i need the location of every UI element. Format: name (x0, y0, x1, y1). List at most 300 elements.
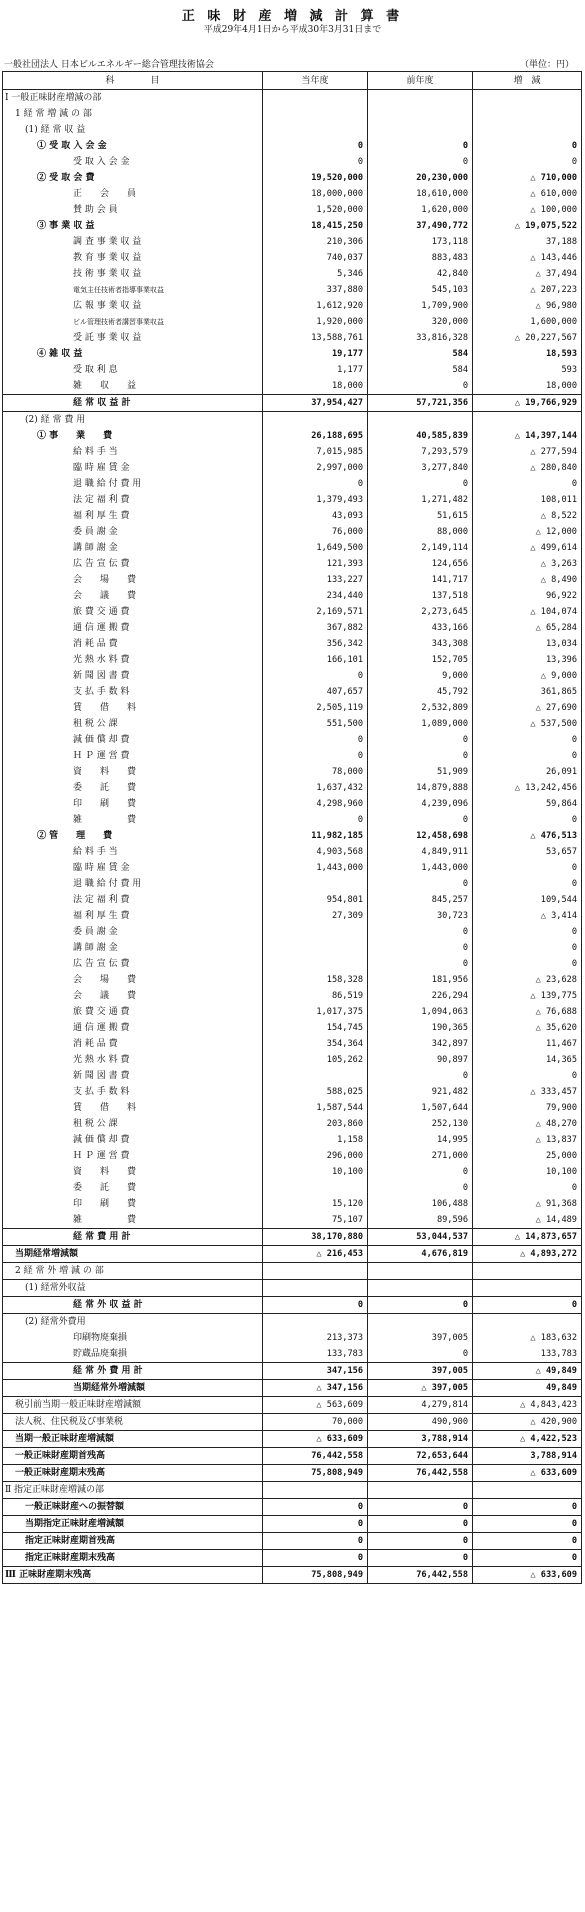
current-year-value (263, 1263, 368, 1280)
table-row (3, 298, 582, 314)
previous-year-value: 0 (368, 1533, 473, 1550)
previous-year-value: 0 (368, 1297, 473, 1314)
row-label: 雑 費 (3, 1212, 263, 1229)
current-year-value: 347,156 (263, 1363, 368, 1380)
previous-year-value (368, 412, 473, 429)
change-value: △ 14,489 (473, 1212, 582, 1229)
change-value: △ 76,688 (473, 1004, 582, 1020)
change-value: 0 (473, 1068, 582, 1084)
current-year-value: 2,997,000 (263, 460, 368, 476)
table-row (3, 154, 582, 170)
row-label: (2) 経 常 費 用 (3, 412, 263, 429)
previous-year-value (368, 1314, 473, 1331)
change-value: 18,000 (473, 378, 582, 395)
row-label: 当期一般正味財産増減額 (3, 1431, 263, 1448)
current-year-value: 588,025 (263, 1084, 368, 1100)
change-value: 1,600,000 (473, 314, 582, 330)
current-year-value: 1,612,920 (263, 298, 368, 314)
current-year-value: 0 (263, 476, 368, 492)
previous-year-value: 0 (368, 876, 473, 892)
table-row (3, 604, 582, 620)
row-label: 賛 助 会 員 (3, 202, 263, 218)
row-label: (1) 経常外収益 (3, 1280, 263, 1297)
table-row (3, 1036, 582, 1052)
statement-body (3, 90, 582, 1584)
table-row (3, 1229, 582, 1246)
table-row (3, 346, 582, 362)
current-year-value: 1,637,432 (263, 780, 368, 796)
change-value: △ 499,614 (473, 540, 582, 556)
table-row (3, 395, 582, 412)
current-year-value: 296,000 (263, 1148, 368, 1164)
table-row (3, 1567, 582, 1584)
change-value: 79,900 (473, 1100, 582, 1116)
current-year-value: 38,170,880 (263, 1229, 368, 1246)
table-row (3, 636, 582, 652)
row-label: 退 職 給 付 費 用 (3, 876, 263, 892)
change-value: △ 139,775 (473, 988, 582, 1004)
table-row (3, 1397, 582, 1414)
row-label: 当期指定正味財産増減額 (3, 1516, 263, 1533)
table-row (3, 796, 582, 812)
table-row (3, 492, 582, 508)
row-label: 一般正味財産期末残高 (3, 1465, 263, 1482)
fiscal-period: 平成29年4月1日から平成30年3月31日まで (203, 25, 382, 35)
current-year-value (263, 1314, 368, 1331)
change-value (473, 90, 582, 107)
table-row (3, 844, 582, 860)
change-value: △ 4,422,523 (473, 1431, 582, 1448)
table-row (3, 1100, 582, 1116)
change-value: 0 (473, 732, 582, 748)
row-label: 光 熱 水 料 費 (3, 652, 263, 668)
change-value: △ 710,000 (473, 170, 582, 186)
current-year-value: 0 (263, 1499, 368, 1516)
change-value: 10,100 (473, 1164, 582, 1180)
previous-year-value: 57,721,356 (368, 395, 473, 412)
row-label: 法人税、住民税及び事業税 (3, 1414, 263, 1431)
current-year-value: 154,745 (263, 1020, 368, 1036)
table-row (3, 90, 582, 107)
change-value: △ 633,609 (473, 1567, 582, 1584)
change-value: 96,922 (473, 588, 582, 604)
change-value: △ 20,227,567 (473, 330, 582, 346)
current-year-value: 0 (263, 748, 368, 764)
change-value: 133,783 (473, 1346, 582, 1363)
previous-year-value: 845,257 (368, 892, 473, 908)
current-year-value: 1,379,493 (263, 492, 368, 508)
header-change: 増 減 (473, 72, 582, 90)
row-label: 調 査 事 業 収 益 (3, 234, 263, 250)
change-value: 0 (473, 924, 582, 940)
change-value: △ 333,457 (473, 1084, 582, 1100)
table-row (3, 748, 582, 764)
previous-year-value: 0 (368, 940, 473, 956)
row-label: 会 議 費 (3, 988, 263, 1004)
current-year-value: 75,107 (263, 1212, 368, 1229)
previous-year-value: 51,615 (368, 508, 473, 524)
previous-year-value: 1,089,000 (368, 716, 473, 732)
row-label: 経 常 外 収 益 計 (3, 1297, 263, 1314)
current-year-value: 0 (263, 812, 368, 828)
change-value: 11,467 (473, 1036, 582, 1052)
current-year-value: 1,920,000 (263, 314, 368, 330)
previous-year-value: 1,709,900 (368, 298, 473, 314)
current-year-value: 1,177 (263, 362, 368, 378)
previous-year-value (368, 1280, 473, 1297)
change-value: △ 49,849 (473, 1363, 582, 1380)
table-row (3, 1196, 582, 1212)
organization-name: 一般社団法人 日本ビルエネルギー総合管理技術協会 (4, 60, 214, 70)
change-value: 0 (473, 812, 582, 828)
table-row (3, 1448, 582, 1465)
row-label: 指定正味財産期首残高 (3, 1533, 263, 1550)
current-year-value: 0 (263, 1297, 368, 1314)
change-value: △ 27,690 (473, 700, 582, 716)
header-account: 科 目 (3, 72, 263, 90)
row-label: 一般正味財産期首残高 (3, 1448, 263, 1465)
previous-year-value: 1,443,000 (368, 860, 473, 876)
table-row (3, 924, 582, 940)
previous-year-value: 0 (368, 1180, 473, 1196)
previous-year-value (368, 106, 473, 122)
previous-year-value: 37,490,772 (368, 218, 473, 234)
row-label: 広 告 宣 伝 費 (3, 556, 263, 572)
row-label: 経 常 外 費 用 計 (3, 1363, 263, 1380)
table-row (3, 1516, 582, 1533)
previous-year-value: 42,840 (368, 266, 473, 282)
previous-year-value: 152,705 (368, 652, 473, 668)
previous-year-value: 252,130 (368, 1116, 473, 1132)
change-value: 593 (473, 362, 582, 378)
current-year-value: 27,309 (263, 908, 368, 924)
previous-year-value: 1,094,063 (368, 1004, 473, 1020)
row-label: 給 料 手 当 (3, 444, 263, 460)
current-year-value: △ 347,156 (263, 1380, 368, 1397)
current-year-value: 26,188,695 (263, 428, 368, 444)
change-value (473, 1314, 582, 1331)
change-value: △ 610,000 (473, 186, 582, 202)
change-value: △ 9,000 (473, 668, 582, 684)
table-row (3, 1052, 582, 1068)
previous-year-value: 2,273,645 (368, 604, 473, 620)
current-year-value (263, 940, 368, 956)
table-row (3, 620, 582, 636)
table-row (3, 556, 582, 572)
previous-year-value: 0 (368, 378, 473, 395)
previous-year-value: 2,149,114 (368, 540, 473, 556)
current-year-value: 1,649,500 (263, 540, 368, 556)
row-label: 経 常 収 益 計 (3, 395, 263, 412)
row-label: Ⅰ 一般正味財産増減の部 (3, 90, 263, 107)
change-value: △ 143,446 (473, 250, 582, 266)
current-year-value: △ 563,609 (263, 1397, 368, 1414)
current-year-value (263, 1068, 368, 1084)
previous-year-value: 4,239,096 (368, 796, 473, 812)
table-row (3, 764, 582, 780)
previous-year-value: 433,166 (368, 620, 473, 636)
table-row (3, 1263, 582, 1280)
row-label: 支 払 手 数 料 (3, 684, 263, 700)
previous-year-value: 124,656 (368, 556, 473, 572)
table-row (3, 1533, 582, 1550)
previous-year-value: 0 (368, 1068, 473, 1084)
table-row (3, 1414, 582, 1431)
current-year-value (263, 90, 368, 107)
row-label: 税引前当期一般正味財産増減額 (3, 1397, 263, 1414)
previous-year-value: 90,897 (368, 1052, 473, 1068)
change-value: 14,365 (473, 1052, 582, 1068)
row-label: 正 会 員 (3, 186, 263, 202)
table-row (3, 908, 582, 924)
row-label: 電気主任技術者指導事業収益 (3, 282, 263, 298)
row-label: 委 託 費 (3, 1180, 263, 1196)
row-label: 租 税 公 課 (3, 716, 263, 732)
header-current-year: 当年度 (263, 72, 368, 90)
row-label: 受 取 利 息 (3, 362, 263, 378)
row-label: ③ 事 業 収 益 (3, 218, 263, 234)
current-year-value: 954,801 (263, 892, 368, 908)
change-value: 0 (473, 748, 582, 764)
table-row (3, 218, 582, 234)
current-year-value: 0 (263, 138, 368, 154)
previous-year-value: 584 (368, 346, 473, 362)
previous-year-value (368, 1482, 473, 1499)
previous-year-value: 4,676,819 (368, 1246, 473, 1263)
row-label: Ⅲ 正味財産期末残高 (3, 1567, 263, 1584)
table-row (3, 1084, 582, 1100)
change-value: 49,849 (473, 1380, 582, 1397)
table-row (3, 1380, 582, 1397)
change-value (473, 106, 582, 122)
current-year-value: 367,882 (263, 620, 368, 636)
previous-year-value: 72,653,644 (368, 1448, 473, 1465)
change-value: 59,864 (473, 796, 582, 812)
table-row (3, 812, 582, 828)
current-year-value: 1,158 (263, 1132, 368, 1148)
previous-year-value: 0 (368, 1550, 473, 1567)
table-row (3, 1346, 582, 1363)
change-value: 53,657 (473, 844, 582, 860)
row-label: 減 価 償 却 費 (3, 1132, 263, 1148)
row-label: 教 育 事 業 収 益 (3, 250, 263, 266)
change-value (473, 1482, 582, 1499)
current-year-value (263, 106, 368, 122)
change-value: △ 100,000 (473, 202, 582, 218)
table-row (3, 428, 582, 444)
change-value: △ 280,840 (473, 460, 582, 476)
current-year-value: 18,415,250 (263, 218, 368, 234)
current-year-value: 5,346 (263, 266, 368, 282)
current-year-value: 234,440 (263, 588, 368, 604)
change-value: △ 19,766,929 (473, 395, 582, 412)
change-value: 0 (473, 154, 582, 170)
table-row (3, 186, 582, 202)
current-year-value: 158,328 (263, 972, 368, 988)
current-year-value: △ 633,609 (263, 1431, 368, 1448)
current-year-value: 19,177 (263, 346, 368, 362)
table-row (3, 330, 582, 346)
row-label: 旅 費 交 通 費 (3, 604, 263, 620)
change-value: △ 37,494 (473, 266, 582, 282)
table-row (3, 1314, 582, 1331)
row-label: 委 託 費 (3, 780, 263, 796)
row-label: ② 管 理 費 (3, 828, 263, 844)
change-value: 0 (473, 1499, 582, 1516)
table-row (3, 1280, 582, 1297)
change-value: 0 (473, 876, 582, 892)
table-row (3, 588, 582, 604)
current-year-value: 121,393 (263, 556, 368, 572)
table-row (3, 314, 582, 330)
table-row (3, 266, 582, 282)
change-value: △ 476,513 (473, 828, 582, 844)
table-row (3, 444, 582, 460)
currency-unit: （単位：円） (520, 60, 575, 70)
row-label: 退 職 給 付 費 用 (3, 476, 263, 492)
change-value (473, 1263, 582, 1280)
table-row (3, 378, 582, 395)
row-label: ① 事 業 費 (3, 428, 263, 444)
previous-year-value: 320,000 (368, 314, 473, 330)
change-value: △ 13,837 (473, 1132, 582, 1148)
row-label: 消 耗 品 費 (3, 636, 263, 652)
table-row (3, 716, 582, 732)
row-label: 広 告 宣 伝 費 (3, 956, 263, 972)
change-value: △ 8,522 (473, 508, 582, 524)
row-label: 一般正味財産への振替額 (3, 1499, 263, 1516)
row-label: 資 料 費 (3, 764, 263, 780)
change-value: 0 (473, 860, 582, 876)
row-label: 委 員 謝 金 (3, 524, 263, 540)
previous-year-value: 490,900 (368, 1414, 473, 1431)
table-row (3, 234, 582, 250)
row-label: 給 料 手 当 (3, 844, 263, 860)
change-value: 26,091 (473, 764, 582, 780)
row-label: 会 場 費 (3, 572, 263, 588)
previous-year-value: 0 (368, 732, 473, 748)
previous-year-value: 1,620,000 (368, 202, 473, 218)
previous-year-value: 0 (368, 1499, 473, 1516)
table-row (3, 1550, 582, 1567)
table-row (3, 1148, 582, 1164)
previous-year-value: 14,879,888 (368, 780, 473, 796)
change-value: △ 96,980 (473, 298, 582, 314)
previous-year-value: 106,488 (368, 1196, 473, 1212)
current-year-value: 1,587,544 (263, 1100, 368, 1116)
table-row (3, 1180, 582, 1196)
table-row (3, 780, 582, 796)
row-label: 委 員 謝 金 (3, 924, 263, 940)
previous-year-value: 14,995 (368, 1132, 473, 1148)
current-year-value: 43,093 (263, 508, 368, 524)
row-label: ① 受 取 入 会 金 (3, 138, 263, 154)
previous-year-value: 53,044,537 (368, 1229, 473, 1246)
table-row (3, 1246, 582, 1263)
current-year-value: 10,100 (263, 1164, 368, 1180)
current-year-value (263, 122, 368, 138)
row-label: 福 利 厚 生 費 (3, 908, 263, 924)
row-label: 当期経常外増減額 (3, 1380, 263, 1397)
table-row (3, 106, 582, 122)
table-row (3, 700, 582, 716)
row-label: 旅 費 交 通 費 (3, 1004, 263, 1020)
row-label: 福 利 厚 生 費 (3, 508, 263, 524)
row-label: 新 聞 図 書 費 (3, 1068, 263, 1084)
current-year-value: 210,306 (263, 234, 368, 250)
current-year-value: 76,000 (263, 524, 368, 540)
current-year-value (263, 412, 368, 429)
table-row (3, 572, 582, 588)
table-row (3, 1499, 582, 1516)
change-value: 0 (473, 476, 582, 492)
current-year-value: 105,262 (263, 1052, 368, 1068)
table-row (3, 972, 582, 988)
previous-year-value: 4,849,911 (368, 844, 473, 860)
previous-year-value: 51,909 (368, 764, 473, 780)
current-year-value: 2,169,571 (263, 604, 368, 620)
previous-year-value: 45,792 (368, 684, 473, 700)
previous-year-value: 883,483 (368, 250, 473, 266)
previous-year-value: 141,717 (368, 572, 473, 588)
change-value: △ 8,490 (473, 572, 582, 588)
table-row (3, 1132, 582, 1148)
current-year-value: 0 (263, 668, 368, 684)
row-label: 2 経 常 外 増 減 の 部 (3, 1263, 263, 1280)
current-year-value: 133,783 (263, 1346, 368, 1363)
previous-year-value: 271,000 (368, 1148, 473, 1164)
previous-year-value: 89,596 (368, 1212, 473, 1229)
previous-year-value: 0 (368, 1164, 473, 1180)
previous-year-value: 545,103 (368, 282, 473, 298)
previous-year-value: 1,271,482 (368, 492, 473, 508)
table-row (3, 202, 582, 218)
previous-year-value: 190,365 (368, 1020, 473, 1036)
previous-year-value: 76,442,558 (368, 1465, 473, 1482)
change-value (473, 1280, 582, 1297)
change-value: 0 (473, 138, 582, 154)
change-value: 18,593 (473, 346, 582, 362)
table-row (3, 1330, 582, 1346)
table-row (3, 1482, 582, 1499)
row-label: 技 術 事 業 収 益 (3, 266, 263, 282)
previous-year-value: 20,230,000 (368, 170, 473, 186)
row-label: (1) 経 常 収 益 (3, 122, 263, 138)
table-row (3, 122, 582, 138)
change-value: △ 91,368 (473, 1196, 582, 1212)
current-year-value: 18,000,000 (263, 186, 368, 202)
table-row (3, 940, 582, 956)
change-value: △ 4,893,272 (473, 1246, 582, 1263)
previous-year-value: 0 (368, 812, 473, 828)
row-label: 法 定 福 利 費 (3, 892, 263, 908)
change-value: 13,034 (473, 636, 582, 652)
change-value: △ 13,242,456 (473, 780, 582, 796)
row-label: ② 受 取 会 費 (3, 170, 263, 186)
current-year-value: 337,880 (263, 282, 368, 298)
row-label: ビル管理技術者講習事業収益 (3, 314, 263, 330)
change-value: 0 (473, 956, 582, 972)
change-value: △ 420,900 (473, 1414, 582, 1431)
row-label: ④ 雑 収 益 (3, 346, 263, 362)
current-year-value (263, 876, 368, 892)
current-year-value: 11,982,185 (263, 828, 368, 844)
row-label: 通 信 運 搬 費 (3, 1020, 263, 1036)
current-year-value: 1,017,375 (263, 1004, 368, 1020)
table-row (3, 282, 582, 298)
current-year-value: 166,101 (263, 652, 368, 668)
row-label: 会 場 費 (3, 972, 263, 988)
